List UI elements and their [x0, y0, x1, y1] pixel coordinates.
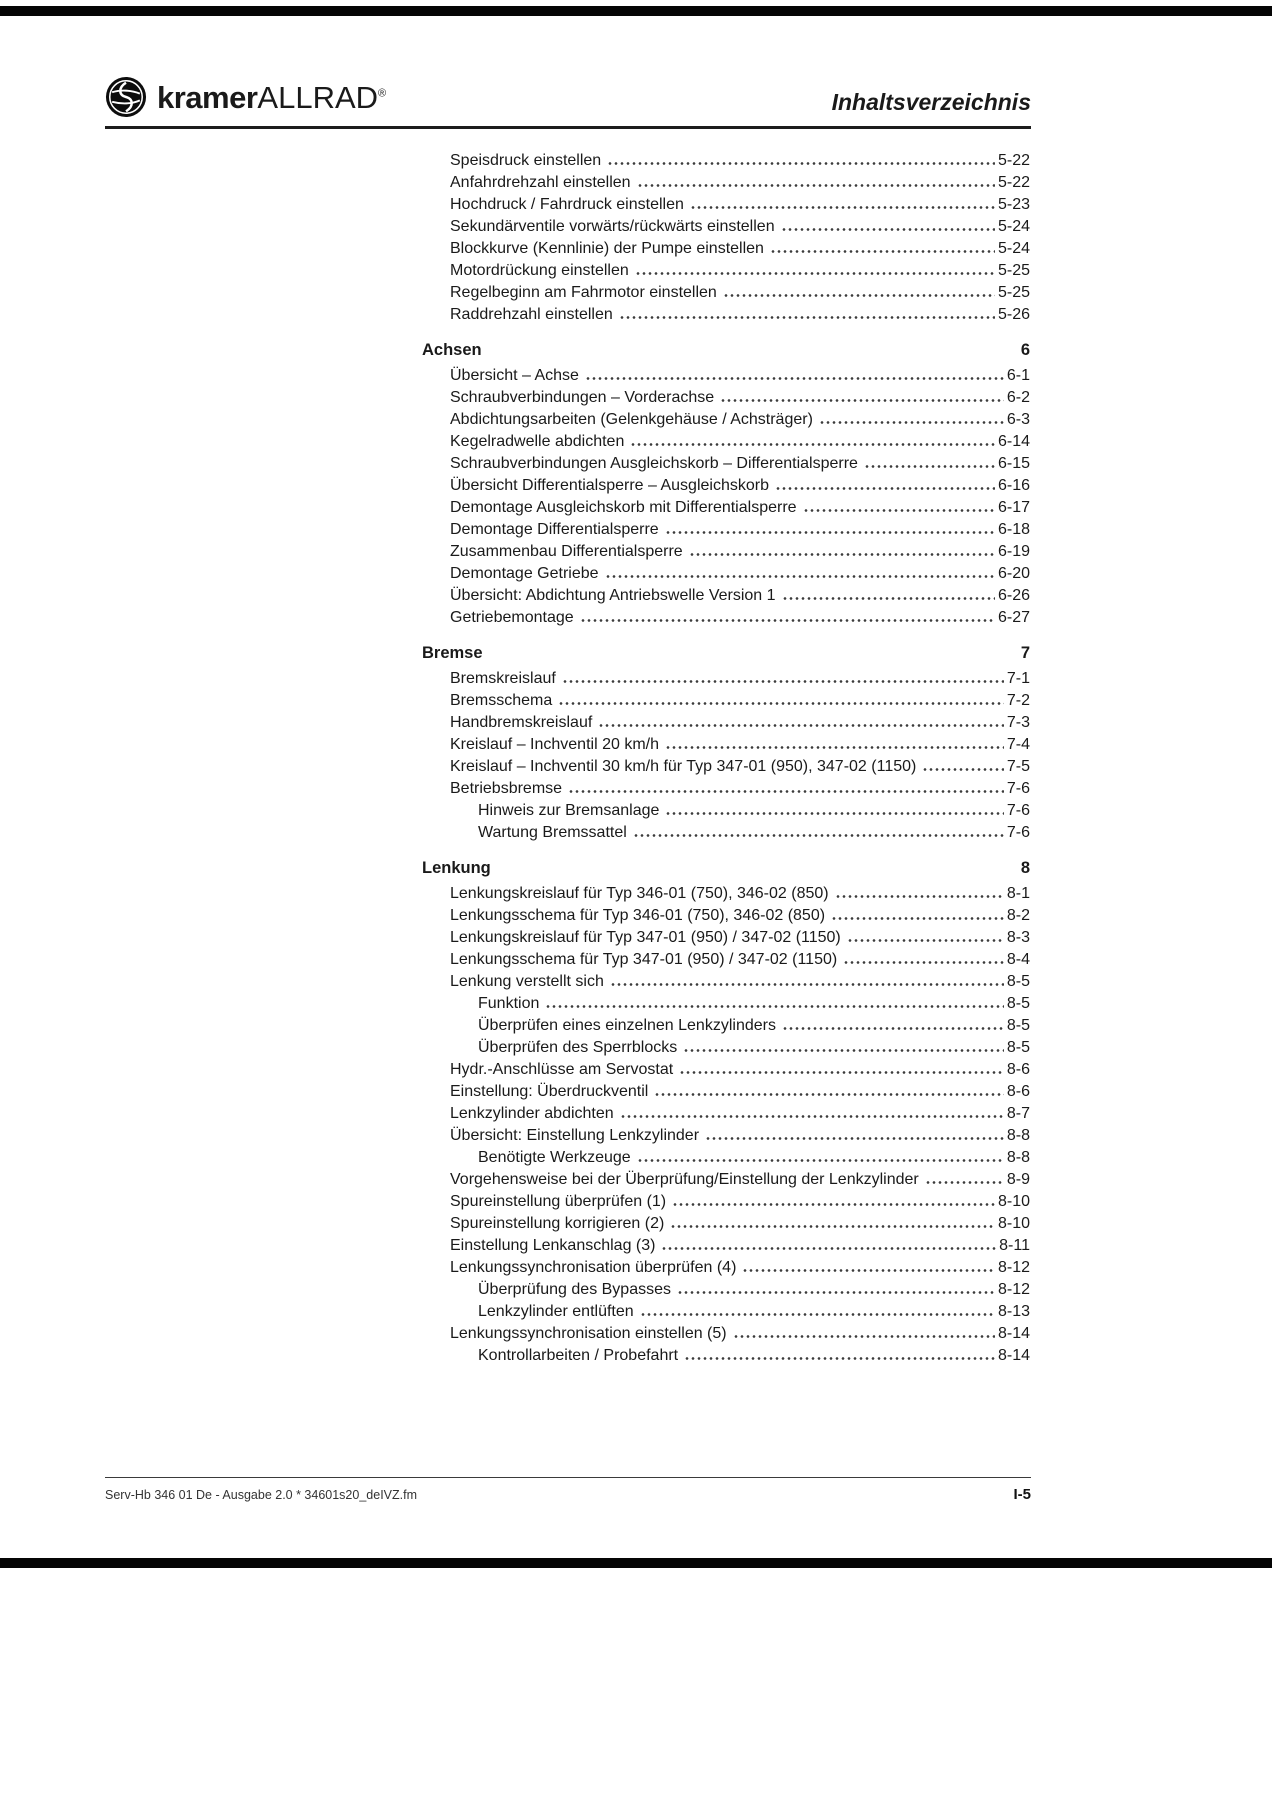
toc-entry	[422, 1235, 1030, 1257]
toc-entry-page: 8-9	[1006, 1171, 1030, 1188]
toc-entry-page: 8-12	[997, 1281, 1030, 1298]
toc-entry-page: 6-26	[997, 587, 1030, 604]
toc-entry	[422, 905, 1030, 927]
dotted-leader	[720, 399, 1004, 402]
dotted-leader	[684, 1357, 995, 1360]
toc-entry-page: 8-5	[1006, 973, 1030, 990]
toc-entry	[422, 1213, 1030, 1235]
toc-entry-label: Bremsschema	[450, 692, 553, 709]
footer-rule	[105, 1477, 1031, 1478]
toc-entry-page: 5-25	[997, 262, 1030, 279]
toc-entry	[422, 1059, 1030, 1081]
dotted-leader	[562, 680, 1004, 683]
toc-entry-page: 5-26	[997, 306, 1030, 323]
footer-page-number: I-5	[1013, 1486, 1031, 1503]
dotted-leader	[864, 465, 995, 468]
toc-entry-label: Lenkungskreislauf für Typ 346-01 (750), 346-02 (850)	[450, 885, 829, 902]
toc-entry	[422, 365, 1030, 387]
dotted-leader	[672, 1203, 995, 1206]
toc-entry	[422, 563, 1030, 585]
toc-entry-label: Demontage Ausgleichskorb mit Differentialsperre	[450, 499, 797, 516]
dotted-leader	[925, 1181, 1004, 1184]
brand	[105, 76, 386, 118]
dotted-leader	[654, 1093, 1004, 1096]
toc-entry-page: 6-18	[997, 521, 1030, 538]
toc-entry-label: Überprüfung des Bypasses	[478, 1281, 671, 1298]
toc-entry	[422, 1279, 1030, 1301]
toc-entry-label: Hydr.-Anschlüsse am Servostat	[450, 1061, 674, 1078]
toc-entry-label: Benötigte Werkzeuge	[478, 1149, 631, 1166]
toc-section-title: Lenkung	[422, 859, 491, 877]
toc-entry-label: Schraubverbindungen Ausgleichskorb – Differentialsperre	[450, 455, 858, 472]
toc-entry	[422, 734, 1030, 756]
dotted-leader	[605, 575, 995, 578]
toc-entry-page: 8-5	[1006, 1039, 1030, 1056]
toc-entry-page: 8-1	[1006, 885, 1030, 902]
toc-entry-page: 5-22	[997, 152, 1030, 169]
toc-entry-label: Lenkungsschema für Typ 346-01 (750), 346-02 (850)	[450, 907, 826, 924]
toc-entry-page: 6-19	[997, 543, 1030, 560]
toc-entry-label: Hinweis zur Bremsanlage	[478, 802, 660, 819]
toc-entry	[422, 282, 1030, 304]
toc-entry-page: 6-17	[997, 499, 1030, 516]
toc-entry-label: Anfahrdrehzahl einstellen	[450, 174, 631, 191]
toc-entry-label: Übersicht: Abdichtung Antriebswelle Version 1	[450, 587, 776, 604]
toc-entry	[422, 927, 1030, 949]
dotted-leader	[633, 834, 1004, 837]
brand-bold: kramer	[157, 79, 258, 115]
toc-entry-page: 8-7	[1006, 1105, 1030, 1122]
dotted-leader	[640, 1313, 995, 1316]
toc-entry	[422, 883, 1030, 905]
toc-entry-label: Einstellung: Überdruckventil	[450, 1083, 649, 1100]
toc-entry	[422, 1323, 1030, 1345]
toc-entry-page: 7-1	[1006, 670, 1030, 687]
dotted-leader	[733, 1335, 995, 1338]
dotted-leader	[770, 250, 995, 253]
toc-entry	[422, 585, 1030, 607]
dotted-leader	[619, 316, 995, 319]
toc-entry-label: Betriebsbremse	[450, 780, 563, 797]
top-black-bar	[0, 6, 1272, 16]
dotted-leader	[922, 768, 1004, 771]
dotted-leader	[580, 619, 995, 622]
toc-entry-page: 5-23	[997, 196, 1030, 213]
toc-entry	[422, 607, 1030, 629]
dotted-leader	[598, 724, 1004, 727]
toc-entry-page: 6-14	[997, 433, 1030, 450]
dotted-leader	[847, 939, 1004, 942]
toc-entry-label: Regelbeginn am Fahrmotor einstellen	[450, 284, 717, 301]
toc-entry-label: Überprüfen eines einzelnen Lenkzylinders	[478, 1017, 776, 1034]
dotted-leader	[607, 162, 995, 165]
dotted-leader	[679, 1071, 1004, 1074]
toc-entry-page: 8-12	[997, 1259, 1030, 1276]
toc-entry	[422, 756, 1030, 778]
toc-entry-label: Vorgehensweise bei der Überprüfung/Einstellung der Lenkzylinder	[450, 1171, 919, 1188]
brand-wordmark	[157, 79, 386, 115]
footer-document-id: Serv-Hb 346 01 De - Ausgabe 2.0 * 34601s20_deIVZ.fm	[105, 1488, 417, 1502]
toc-entry-page: 5-24	[997, 240, 1030, 257]
toc-entry-label: Raddrehzahl einstellen	[450, 306, 613, 323]
toc-entry-page: 8-6	[1006, 1061, 1030, 1078]
registered-mark: ®	[378, 87, 386, 100]
toc-entry-label: Lenkzylinder entlüften	[478, 1303, 634, 1320]
dotted-leader	[635, 272, 995, 275]
toc-entry-page: 6-27	[997, 609, 1030, 626]
toc-entry	[422, 541, 1030, 563]
dotted-leader	[803, 509, 995, 512]
dotted-leader	[705, 1137, 1004, 1140]
toc-entry-label: Getriebemontage	[450, 609, 574, 626]
dotted-leader	[637, 184, 995, 187]
toc-entry-page: 5-22	[997, 174, 1030, 191]
toc-entry-page: 7-2	[1006, 692, 1030, 709]
page-header	[105, 76, 1031, 129]
toc-entry-label: Demontage Getriebe	[450, 565, 599, 582]
toc-entry-page: 8-8	[1006, 1149, 1030, 1166]
toc-entry	[422, 800, 1030, 822]
toc-entry	[422, 304, 1030, 326]
toc-entry	[422, 1147, 1030, 1169]
toc-entry-label: Bremskreislauf	[450, 670, 556, 687]
toc-entry	[422, 690, 1030, 712]
toc-entry	[422, 260, 1030, 282]
dotted-leader	[630, 443, 995, 446]
toc-entry	[422, 1345, 1030, 1367]
toc-entry-label: Abdichtungsarbeiten (Gelenkgehäuse / Achsträger)	[450, 411, 813, 428]
toc-entry-label: Übersicht – Achse	[450, 367, 579, 384]
dotted-leader	[775, 487, 995, 490]
toc-section-header	[422, 857, 1030, 879]
toc-entry	[422, 1125, 1030, 1147]
dotted-leader	[558, 702, 1004, 705]
dotted-leader	[781, 228, 995, 231]
toc-entry-label: Kreislauf – Inchventil 20 km/h	[450, 736, 659, 753]
toc-entry-page: 6-1	[1006, 367, 1030, 384]
toc-entry-label: Lenkungssynchronisation überprüfen (4)	[450, 1259, 737, 1276]
toc-entry-label: Sekundärventile vorwärts/rückwärts einstellen	[450, 218, 775, 235]
dotted-leader	[637, 1159, 1004, 1162]
toc-entry-page: 6-16	[997, 477, 1030, 494]
dotted-leader	[545, 1005, 1004, 1008]
toc-entry-page: 8-10	[997, 1193, 1030, 1210]
toc-entry-page: 7-5	[1006, 758, 1030, 775]
toc-entry-page: 5-25	[997, 284, 1030, 301]
dotted-leader	[568, 790, 1004, 793]
toc-entry	[422, 453, 1030, 475]
toc-entry-label: Übersicht: Einstellung Lenkzylinder	[450, 1127, 700, 1144]
kramer-logo-icon	[105, 76, 147, 118]
bottom-black-bar	[0, 1558, 1272, 1568]
toc-entry	[422, 712, 1030, 734]
toc-entry-page: 7-6	[1006, 824, 1030, 841]
dotted-leader	[677, 1291, 995, 1294]
dotted-leader	[723, 294, 995, 297]
toc-entry-page: 7-6	[1006, 802, 1030, 819]
toc-entry	[422, 1015, 1030, 1037]
toc-entry-page: 8-4	[1006, 951, 1030, 968]
toc-entry-page: 6-15	[997, 455, 1030, 472]
page-title: Inhaltsverzeichnis	[831, 89, 1031, 115]
toc-entry-label: Kreislauf – Inchventil 30 km/h für Typ 347-01 (950), 347-02 (1150)	[450, 758, 917, 775]
toc-entry-page: 8-11	[999, 1237, 1030, 1254]
toc-entry	[422, 993, 1030, 1015]
brand-light: ALLRAD	[257, 79, 379, 115]
toc-entry	[422, 172, 1030, 194]
toc-entry	[422, 1191, 1030, 1213]
toc-entry-label: Lenkzylinder abdichten	[450, 1105, 614, 1122]
toc-entry-label: Kontrollarbeiten / Probefahrt	[478, 1347, 679, 1364]
toc-entry-label: Demontage Differentialsperre	[450, 521, 659, 538]
toc-entry-page: 8-6	[1006, 1083, 1030, 1100]
toc-entry	[422, 519, 1030, 541]
toc-entry-page: 7-4	[1006, 736, 1030, 753]
toc-entry-page: 8-2	[1006, 907, 1030, 924]
toc-section-title: Bremse	[422, 644, 483, 662]
toc-entry-label: Hochdruck / Fahrdruck einstellen	[450, 196, 684, 213]
toc-entry	[422, 475, 1030, 497]
toc-entry-page: 6-2	[1006, 389, 1030, 406]
toc-entry-label: Handbremskreislauf	[450, 714, 593, 731]
dotted-leader	[670, 1225, 995, 1228]
dotted-leader	[819, 421, 1004, 424]
toc-entry-label: Wartung Bremssattel	[478, 824, 627, 841]
toc-entry-page: 8-14	[997, 1325, 1030, 1342]
toc-entry-label: Spureinstellung korrigieren (2)	[450, 1215, 665, 1232]
toc-entry	[422, 1257, 1030, 1279]
toc-entry-label: Einstellung Lenkanschlag (3)	[450, 1237, 656, 1254]
toc-entry-page: 8-13	[997, 1303, 1030, 1320]
dotted-leader	[742, 1269, 995, 1272]
dotted-leader	[782, 1027, 1004, 1030]
toc-entry-label: Übersicht Differentialsperre – Ausgleichskorb	[450, 477, 769, 494]
toc-entry-page: 7-3	[1006, 714, 1030, 731]
toc-entry-page: 8-10	[997, 1215, 1030, 1232]
toc-entry	[422, 1081, 1030, 1103]
dotted-leader	[585, 377, 1004, 380]
toc-section-header	[422, 642, 1030, 664]
toc-entry	[422, 431, 1030, 453]
dotted-leader	[665, 746, 1004, 749]
toc-entry-page: 6-20	[997, 565, 1030, 582]
dotted-leader	[843, 961, 1004, 964]
toc-entry-page: 8-5	[1006, 1017, 1030, 1034]
toc-entry-label: Lenkungsschema für Typ 347-01 (950) / 347-02 (1150)	[450, 951, 838, 968]
toc-entry-page: 7-6	[1006, 780, 1030, 797]
toc-entry	[422, 1103, 1030, 1125]
toc-entry-label: Lenkungssynchronisation einstellen (5)	[450, 1325, 727, 1342]
toc-entry	[422, 778, 1030, 800]
toc-entry	[422, 949, 1030, 971]
toc-entry-label: Blockkurve (Kennlinie) der Pumpe einstellen	[450, 240, 764, 257]
toc-entry	[422, 497, 1030, 519]
dotted-leader	[782, 597, 995, 600]
toc-entry	[422, 150, 1030, 172]
toc-entry-label: Funktion	[478, 995, 540, 1012]
toc-entry	[422, 387, 1030, 409]
toc-entry-page: 6-3	[1006, 411, 1030, 428]
dotted-leader	[610, 983, 1004, 986]
dotted-leader	[690, 206, 995, 209]
toc-section-page: 6	[1020, 341, 1030, 359]
dotted-leader	[831, 917, 1004, 920]
toc-entry	[422, 971, 1030, 993]
toc-entry-label: Lenkung verstellt sich	[450, 973, 604, 990]
dotted-leader	[661, 1247, 996, 1250]
toc-section-title: Achsen	[422, 341, 482, 359]
toc-entry	[422, 668, 1030, 690]
toc-entry-page: 8-14	[997, 1347, 1030, 1364]
toc-section-page: 7	[1020, 644, 1030, 662]
toc-entry	[422, 822, 1030, 844]
toc-entry-label: Zusammenbau Differentialsperre	[450, 543, 683, 560]
toc-entry-label: Schraubverbindungen – Vorderachse	[450, 389, 715, 406]
toc-entry	[422, 1037, 1030, 1059]
page-footer	[105, 1486, 1031, 1503]
dotted-leader	[665, 812, 1003, 815]
dotted-leader	[835, 895, 1004, 898]
toc-entry-label: Speisdruck einstellen	[450, 152, 602, 169]
toc-section-page: 8	[1020, 859, 1030, 877]
toc-entry-page: 5-24	[997, 218, 1030, 235]
toc-entry-label: Motordrückung einstellen	[450, 262, 629, 279]
dotted-leader	[683, 1049, 1004, 1052]
dotted-leader	[620, 1115, 1004, 1118]
toc-section-header	[422, 339, 1030, 361]
toc	[422, 150, 1030, 1367]
dotted-leader	[689, 553, 995, 556]
toc-entry-label: Lenkungskreislauf für Typ 347-01 (950) / 347-02 (1150)	[450, 929, 841, 946]
toc-entry-page: 8-8	[1006, 1127, 1030, 1144]
toc-entry	[422, 194, 1030, 216]
toc-entry-label: Spureinstellung überprüfen (1)	[450, 1193, 667, 1210]
toc-entry	[422, 1301, 1030, 1323]
toc-entry-label: Kegelradwelle abdichten	[450, 433, 625, 450]
toc-entry	[422, 238, 1030, 260]
toc-entry-page: 8-5	[1006, 995, 1030, 1012]
toc-entry	[422, 409, 1030, 431]
dotted-leader	[665, 531, 995, 534]
toc-entry	[422, 1169, 1030, 1191]
toc-entry	[422, 216, 1030, 238]
toc-entry-page: 8-3	[1006, 929, 1030, 946]
toc-entry-label: Überprüfen des Sperrblocks	[478, 1039, 678, 1056]
